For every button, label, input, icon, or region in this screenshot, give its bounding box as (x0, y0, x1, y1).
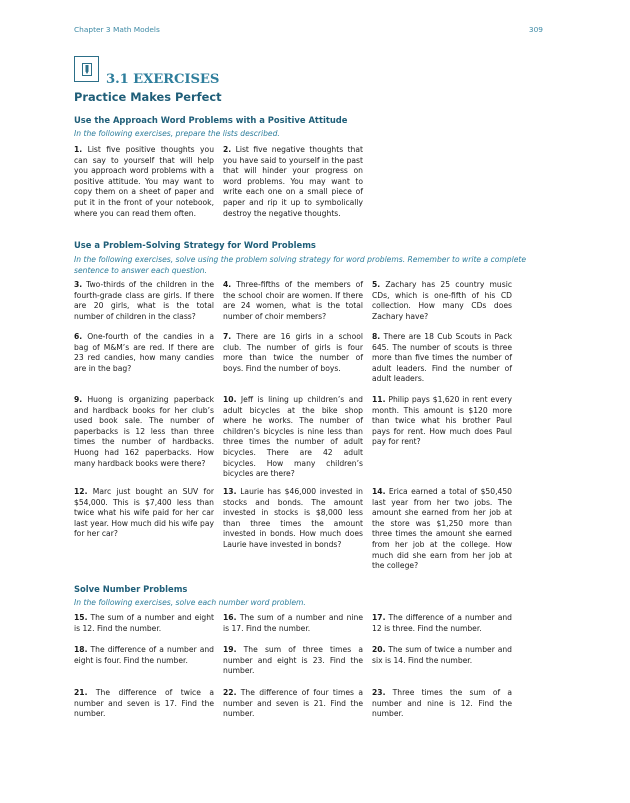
exercise-text: Laurie has $46,000 invested in stocks and bonds. The amount invested in stocks is $8,000 less than three times the amount invested in bonds. How much does Laurie have invested in bonds? (223, 487, 363, 549)
exercise-text: Jeff is lining up children’s and adult bicycles at the bike shop where he works. The number of children’s bicycles is nine less than three times the number of adult bicycles. There are 42 adult bicycles. How many children’s bicycles are there? (223, 395, 363, 479)
exercise-number: 2. (223, 145, 232, 154)
exercise-7 (223, 332, 363, 374)
exercise-22 (223, 688, 363, 720)
exercise-13 (223, 487, 363, 551)
exercise-number: 5. (372, 280, 381, 289)
section-subtitle: Practice Makes Perfect (74, 90, 222, 104)
exercise-text: Three times the sum of a number and nine is 12. Find the number. (372, 688, 512, 719)
exercise-15 (74, 613, 214, 634)
running-header (74, 25, 543, 37)
exercise-number: 14. (372, 487, 386, 496)
exercise-number: 8. (372, 332, 381, 341)
exercise-text: There are 18 Cub Scouts in Pack 645. The number of scouts is three more than five times the number of adult leaders. Find the number of adult leaders. (372, 332, 513, 384)
exercise-number: 13. (223, 487, 237, 496)
exercise-text: List five positive thoughts you can say to yourself that will help you approach word problems with a positive attitude. You may want to copy them on a sheet of paper and put it in the front of your notebook, where you can read them often. (74, 145, 215, 218)
exercise-text: The sum of three times a number and eight is 23. Find the number. (223, 645, 363, 676)
page-number: 309 (528, 25, 543, 34)
exercise-text: The sum of a number and nine is 17. Find the number. (223, 613, 363, 633)
exercise-17 (372, 613, 512, 634)
exercise-18 (74, 645, 214, 666)
section-heading-positive-attitude: Use the Approach Word Problems with a Positive Attitude (74, 115, 348, 125)
exercise-text: Two-thirds of the children in the fourth-grade class are girls. If there are 20 girls, what is the total number of children in the class? (74, 280, 214, 321)
exercise-text: List five negative thoughts that you have said to yourself in the past that will hinder your progress on word problems. You may want to write each one on a small piece of paper and rip it up to symbolically destroy the negative thoughts. (223, 145, 363, 218)
exercise-number: 23. (372, 688, 386, 697)
exercise-text: The sum of twice a number and six is 14. Find the number. (372, 645, 512, 665)
exercise-23 (372, 688, 512, 720)
section-instructions: In the following exercises, prepare the lists described. (74, 129, 280, 138)
exercise-4 (223, 280, 363, 322)
exercise-21 (74, 688, 214, 720)
chapter-title: Chapter 3 Math Models (74, 25, 160, 34)
section-heading-number-problems: Solve Number Problems (74, 584, 188, 594)
exercise-number: 1. (74, 145, 83, 154)
exercise-text: The difference of four times a number and seven is 21. Find the number. (223, 688, 363, 719)
exercise-text: Marc just bought an SUV for $54,000. This is $7,400 less than twice what his wife paid for her car last year. How much did his wife pay for her car? (74, 487, 214, 539)
exercise-number: 7. (223, 332, 232, 341)
exercise-number: 15. (74, 613, 88, 622)
exercise-text: Zachary has 25 country music CDs, which is one-fifth of his CD collection. How many CDs does Zachary have? (372, 280, 512, 321)
exercise-number: 3. (74, 280, 83, 289)
exercise-text: Erica earned a total of $50,450 last year from her two jobs. The amount she earned from her job at the store was $1,250 more than three times the amount she earned from her job at the college. How much did she earn from her job at the college? (372, 487, 512, 571)
exercise-1 (74, 145, 214, 219)
exercise-text: Three-fifths of the members of the school choir are women. If there are 24 women, what is the total number of choir members? (223, 280, 363, 321)
exercise-9 (74, 395, 214, 469)
exercise-16 (223, 613, 363, 634)
exercise-number: 20. (372, 645, 386, 654)
exercise-number: 12. (74, 487, 88, 496)
exercise-text: One-fourth of the candies in a bag of M&M’s are red. If there are 23 red candies, how many candies are in the bag? (74, 332, 215, 373)
exercise-14 (372, 487, 512, 572)
exercises-title: 3.1 EXERCISES (106, 72, 220, 87)
exercise-19 (223, 645, 363, 677)
exercise-number: 21. (74, 688, 88, 697)
exercise-12 (74, 487, 214, 540)
exercise-text: The difference of a number and 12 is three. Find the number. (372, 613, 512, 633)
exercise-number: 16. (223, 613, 237, 622)
exercise-number: 9. (74, 395, 83, 404)
section-instructions: In the following exercises, solve using the problem solving strategy for word problems. Remember to write a complete sentence to answer each question. (74, 255, 527, 275)
exercise-number: 17. (372, 613, 386, 622)
section-heading-problem-solving: Use a Problem-Solving Strategy for Word Problems (74, 240, 316, 250)
exercise-8 (372, 332, 512, 385)
exercise-2 (223, 145, 363, 219)
exercise-text: The difference of a number and eight is four. Find the number. (74, 645, 214, 665)
exercise-6 (74, 332, 214, 374)
pencil-exercise-icon (74, 56, 99, 82)
exercise-3 (74, 280, 214, 322)
exercise-number: 10. (223, 395, 237, 404)
exercise-10 (223, 395, 363, 480)
exercise-20 (372, 645, 512, 666)
exercise-11 (372, 395, 512, 448)
exercise-number: 11. (372, 395, 386, 404)
exercise-number: 18. (74, 645, 88, 654)
exercise-number: 6. (74, 332, 83, 341)
exercise-text: There are 16 girls in a school club. The number of girls is four more than twice the number of boys. Find the number of boys. (223, 332, 363, 373)
exercise-text: The sum of a number and eight is 12. Find the number. (74, 613, 214, 633)
exercise-text: Philip pays $1,620 in rent every month. This amount is $120 more than twice what his brother Paul pays for rent. How much does Paul pay for rent? (372, 395, 512, 447)
section-instructions: In the following exercises, solve each number word problem. (74, 598, 306, 607)
exercise-5 (372, 280, 512, 322)
exercise-text: Huong is organizing paperback and hardback books for her club’s used book sale. The number of paperbacks is 12 less than three times the number of hardbacks. Huong had 162 paperbacks. How many hardback books were there? (74, 395, 214, 468)
exercise-number: 22. (223, 688, 237, 697)
exercise-text: The difference of twice a number and seven is 17. Find the number. (74, 688, 214, 719)
exercise-number: 19. (223, 645, 237, 654)
exercise-number: 4. (223, 280, 232, 289)
